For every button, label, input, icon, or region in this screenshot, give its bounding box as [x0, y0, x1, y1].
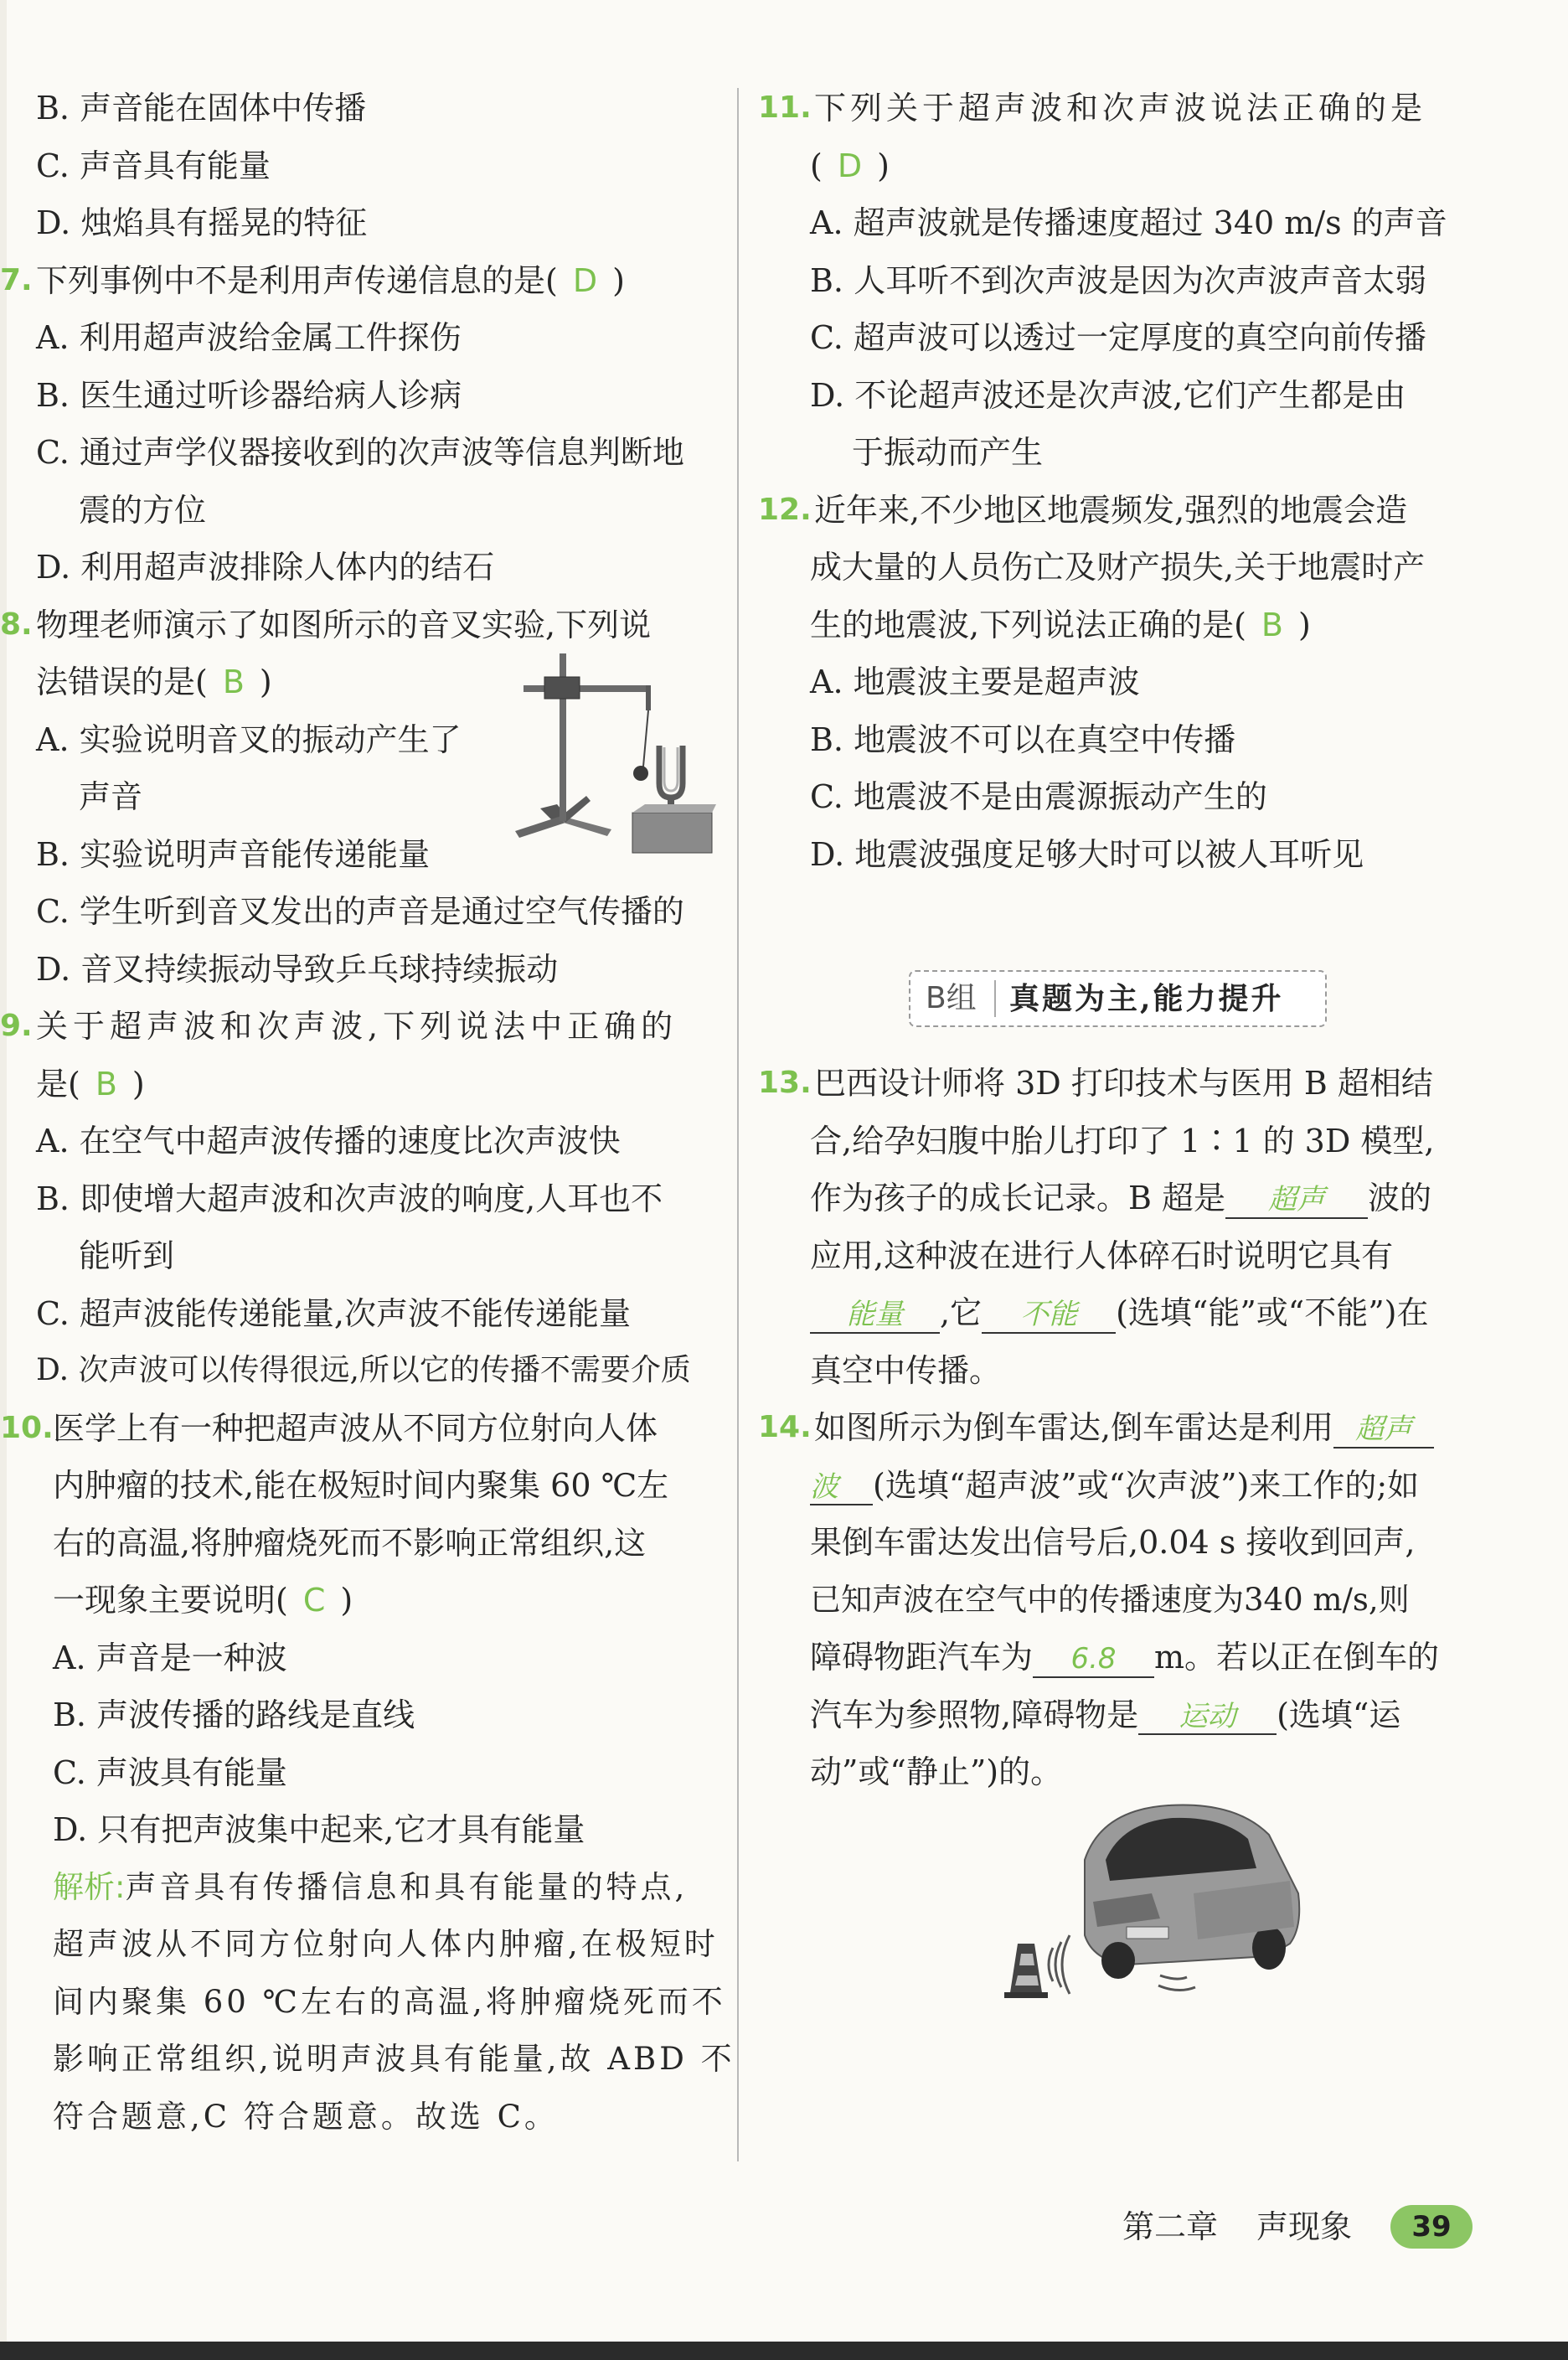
q14-text5b: m。若以正在倒车的 [1154, 1639, 1440, 1676]
q12-stem-line1 [756, 482, 1476, 540]
q14-line6 [756, 1686, 1476, 1744]
q9-answer: B [95, 1065, 117, 1103]
q7-option-c-line1: C. 通过声学仪器接收到的次声波等信息判断地 [36, 434, 684, 471]
footer-chapter: 第二章 [1122, 2208, 1219, 2245]
q10-analysis-line3: 间内聚集 60 ℃左右的高温,将肿瘤烧死而不 [53, 1983, 726, 2020]
q12-stem-text1: 近年来,不少地区地震频发,强烈的地震会造 [814, 491, 1408, 529]
q9-stem-text1: 关于超声波和次声波,下列说法中正确的 [36, 1008, 678, 1045]
q14-text6b: (选填“运 [1277, 1696, 1401, 1733]
section-title: 真题为主,能力提升 [1009, 981, 1284, 1016]
q13-blank2: 能量 [810, 1298, 940, 1334]
q10-stem-line2: 内肿瘤的技术,能在极短时间内聚集 60 ℃左 [53, 1467, 669, 1504]
q14-blank1b: 波 [810, 1470, 873, 1506]
q10-stem-line4 [23, 1572, 723, 1629]
q13-text5a: ,它 [940, 1294, 983, 1331]
q10-analysis-line5: 符合题意,C 符合题意。故选 C。 [53, 2098, 559, 2135]
car-icon [1085, 1805, 1299, 1979]
q10-number: 10. [0, 1410, 54, 1445]
section-group-label: B组 [926, 981, 977, 1015]
q13-line3 [756, 1170, 1476, 1227]
q9-stem-line2 [23, 1056, 723, 1113]
q8-option-a-line1: A. 实验说明音叉的振动产生了 [36, 720, 462, 758]
q13-line4: 应用,这种波在进行人体碎石时说明它具有 [810, 1237, 1394, 1274]
tuning-fork-figure [507, 637, 716, 871]
q12-answer: B [1261, 606, 1283, 643]
q13-line6: 真空中传播。 [810, 1351, 1002, 1389]
q6-option-c: C. 声音具有能量 [36, 147, 271, 184]
tuning-fork [632, 746, 716, 853]
q11-stem-text: 下列关于超声波和次声波说法正确的是 [814, 90, 1427, 127]
q13-number: 13. [758, 1066, 812, 1100]
q8-answer: B [222, 664, 245, 700]
reversing-radar-figure [1001, 1801, 1302, 1998]
q14-line2 [756, 1457, 1476, 1515]
left-column [0, 80, 735, 2146]
q10-stem-line3: 右的高温,将肿瘤烧死而不影响正常组织,这 [53, 1524, 647, 1562]
q7-stem [0, 252, 723, 310]
q8-number: 8. [0, 607, 33, 642]
q11-option-c: C. 超声波可以透过一定厚度的真空向前传播 [810, 319, 1426, 356]
q13-text5b: (选填“能”或“不能”)在 [1116, 1294, 1429, 1331]
q10-analysis-line1 [23, 1859, 723, 1917]
q9-option-a: A. 在空气中超声波传播的速度比次声波快 [36, 1123, 621, 1159]
q10-option-a: A. 声音是一种波 [53, 1639, 287, 1676]
q8-close: ) [259, 664, 272, 700]
q14-line1 [756, 1399, 1476, 1457]
q13-text3b: 波的 [1368, 1180, 1432, 1216]
q10-stem-line1 [0, 1400, 723, 1458]
q13-text1: 巴西设计师将 3D 打印技术与医用 B 超相结 [814, 1065, 1433, 1102]
q8-option-c: C. 学生听到音叉发出的声音是通过空气传播的 [36, 893, 684, 930]
q9-number: 9. [0, 1009, 33, 1043]
q10-analysis-line2: 超声波从不同方位射向人体内肿瘤,在极短时 [53, 1926, 719, 1962]
q11-open: ( [810, 147, 823, 184]
q9-stem-text2: 是( [36, 1065, 80, 1103]
q10-stem-text1: 医学上有一种把超声波从不同方位射向人体 [53, 1409, 658, 1447]
q11-answer: D [837, 147, 863, 184]
q12-number: 12. [758, 492, 812, 527]
q14-number: 14. [758, 1410, 812, 1444]
q11-stem-line1 [756, 80, 1476, 137]
section-separator [994, 980, 996, 1017]
q7-option-b: B. 医生通过听诊器给病人诊病 [36, 376, 462, 414]
q10-option-b: B. 声波传播的路线是直线 [53, 1696, 415, 1733]
q7-option-a: A. 利用超声波给金属工件探伤 [36, 319, 462, 356]
q7-number: 7. [0, 262, 33, 297]
q10-analysis-line4: 影响正常组织,说明声波具有能量,故 ABD 不 [53, 2041, 735, 2077]
q13-line1 [756, 1055, 1476, 1113]
q14-blank2: 6.8 [1033, 1642, 1154, 1678]
q14-text2b: (选填“超声波”或“次声波”)来工作的;如 [873, 1466, 1420, 1504]
q12-option-b: B. 地震波不可以在真空中传播 [810, 720, 1236, 758]
footer-section: 声现象 [1256, 2208, 1353, 2245]
q11-close: ) [877, 147, 890, 184]
q14-blank3: 运动 [1138, 1700, 1277, 1736]
q7-option-c-line2: 震的方位 [79, 491, 207, 529]
q7-answer: D [572, 261, 598, 299]
q10-answer: C [302, 1582, 326, 1619]
q14-line5 [756, 1629, 1476, 1686]
q8-option-a-line2: 声音 [79, 778, 143, 815]
q6-option-b: B. 声音能在固体中传播 [36, 90, 367, 127]
q12-option-c: C. 地震波不是由震源振动产生的 [810, 778, 1267, 815]
q10-stem-text4: 一现象主要说明( [53, 1582, 288, 1619]
page-number-badge: 39 [1390, 2205, 1473, 2249]
bottom-edge [0, 2342, 1568, 2360]
q14-line3: 果倒车雷达发出信号后,0.04 s 接收到回声, [810, 1524, 1416, 1561]
q11-option-b: B. 人耳听不到次声波是因为次声波声音太弱 [810, 261, 1427, 299]
q14-line7: 动”或“静止”)的。 [810, 1753, 1063, 1790]
q11-option-a: A. 超声波就是传播速度超过 340 m/s 的声音 [810, 204, 1447, 241]
q12-stem-line3 [756, 596, 1476, 654]
q10-option-c: C. 声波具有能量 [53, 1753, 287, 1791]
q9-close: ) [132, 1065, 145, 1103]
q13-line2: 合,给孕妇腹中胎儿打印了 1∶1 的 3D 模型, [810, 1122, 1435, 1159]
q6-option-d: D. 烛焰具有摇晃的特征 [36, 204, 368, 241]
q11-option-d-line1: D. 不论超声波还是次声波,它们产生都是由 [810, 376, 1406, 414]
q9-option-d: D. 次声波可以传得很远,所以它的传播不需要介质 [36, 1353, 691, 1387]
q14-text5a: 障碍物距汽车为 [810, 1639, 1034, 1676]
analysis-label: 解析: [53, 1868, 126, 1905]
q11-option-d-line2: 于振动而产生 [852, 434, 1044, 471]
q9-stem-line1 [0, 998, 723, 1056]
q9-option-b-line1: B. 即使增大超声波和次声波的响度,人耳也不 [36, 1180, 663, 1217]
q14-text6a: 汽车为参照物,障碍物是 [810, 1696, 1139, 1733]
q8-stem-text1: 物理老师演示了如图所示的音叉实验,下列说 [36, 606, 652, 643]
q12-stem-line2: 成大量的人员伤亡及财产损失,关于地震时产 [810, 549, 1426, 586]
q13-blank3: 不能 [982, 1298, 1116, 1334]
q7-stem-text: 下列事例中不是利用声传递信息的是( [36, 261, 558, 299]
q9-option-b-line2: 能听到 [79, 1237, 175, 1274]
q13-blank1: 超声 [1225, 1183, 1368, 1219]
q12-option-d: D. 地震波强度足够大时可以被人耳听见 [810, 835, 1364, 873]
section-header-b-group [909, 970, 1327, 1027]
q11-number: 11. [758, 90, 812, 125]
q10-option-d: D. 只有把声波集中起来,它才具有能量 [53, 1811, 585, 1848]
column-divider [737, 88, 739, 2161]
q8-option-d: D. 音叉持续振动导致乒乓球持续振动 [36, 950, 559, 988]
q13-line5 [756, 1284, 1476, 1342]
q7-close: ) [612, 261, 625, 299]
section-spacer [756, 883, 1476, 1055]
q8-option-b: B. 实验说明声音能传递能量 [36, 835, 431, 873]
q11-stem-line2 [756, 137, 1476, 195]
ping-pong-ball [633, 710, 648, 781]
q12-option-a: A. 地震波主要是超声波 [810, 664, 1140, 700]
q8-stem-text2: 法错误的是( [36, 664, 208, 700]
analysis-text1: 声音具有传播信息和具有能量的特点, [125, 1868, 689, 1905]
q14-text1a: 如图所示为倒车雷达,倒车雷达是利用 [814, 1409, 1334, 1446]
page-edge [0, 0, 7, 2360]
q7-option-d: D. 利用超声波排除人体内的结石 [36, 549, 495, 586]
right-column [756, 80, 1476, 1801]
traffic-cone [1004, 1944, 1048, 1998]
tuning-fork-stand [515, 653, 651, 838]
q12-close: ) [1297, 606, 1311, 643]
q14-line4: 已知声波在空气中的传播速度为340 m/s,则 [810, 1581, 1410, 1618]
q12-stem-text3: 生的地震波,下列说法正确的是( [810, 606, 1246, 643]
q14-blank1a: 超声 [1333, 1412, 1434, 1449]
q10-close: ) [340, 1582, 353, 1619]
q9-option-c: C. 超声波能传递能量,次声波不能传递能量 [36, 1294, 631, 1332]
q13-text3a: 作为孩子的成长记录。B 超是 [810, 1180, 1226, 1216]
